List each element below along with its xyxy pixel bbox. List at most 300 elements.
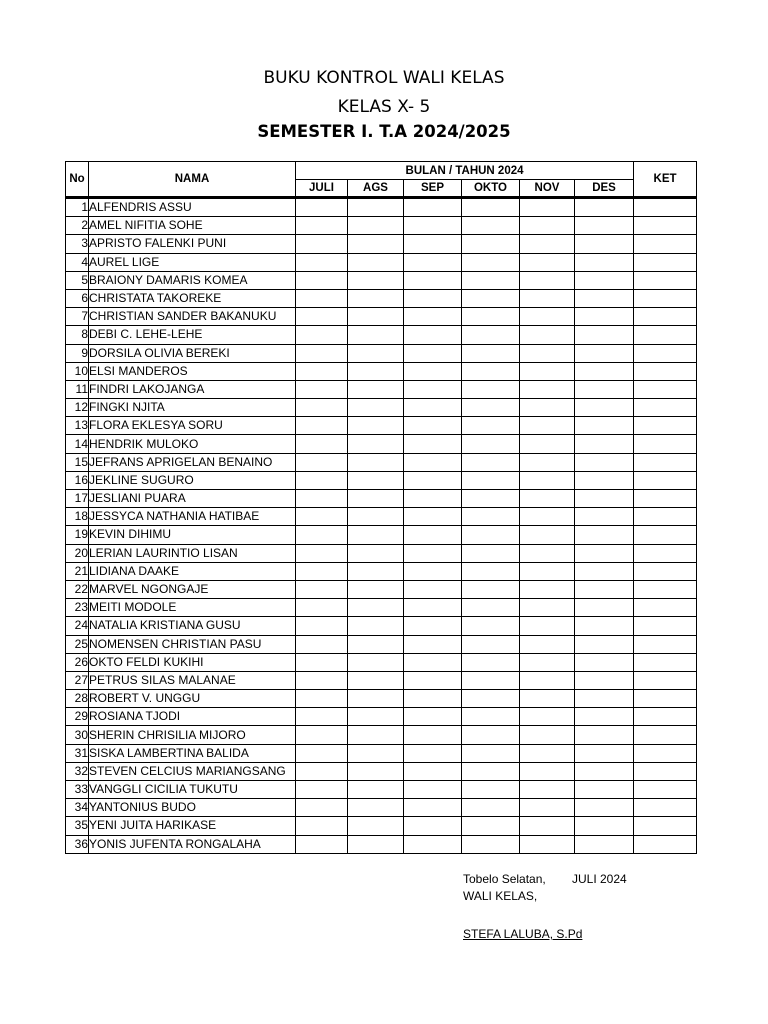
month-cell[interactable] (462, 253, 520, 271)
month-cell[interactable] (296, 271, 348, 289)
student-number: 1 (66, 199, 89, 217)
table-row (66, 690, 697, 708)
month-cell[interactable] (404, 580, 462, 598)
note-cell[interactable] (634, 544, 697, 562)
month-cell[interactable] (404, 690, 462, 708)
month-cell[interactable] (520, 835, 575, 853)
column-header-name: NAMA (89, 162, 296, 198)
student-name: DEBI C. LEHE-LEHE (89, 326, 296, 344)
month-cell[interactable] (520, 490, 575, 508)
month-cell[interactable] (462, 490, 520, 508)
month-cell[interactable] (348, 544, 404, 562)
month-cell[interactable] (520, 235, 575, 253)
table-row (66, 235, 697, 253)
student-rows (66, 197, 697, 853)
student-number: 4 (66, 253, 89, 271)
month-cell[interactable] (575, 435, 634, 453)
month-cell[interactable] (462, 399, 520, 417)
month-cell[interactable] (462, 362, 520, 380)
month-cell[interactable] (575, 253, 634, 271)
month-cell[interactable] (462, 417, 520, 435)
month-cell[interactable] (462, 690, 520, 708)
month-cell[interactable] (520, 253, 575, 271)
month-cell[interactable] (348, 453, 404, 471)
note-cell[interactable] (634, 417, 697, 435)
month-cell[interactable] (520, 653, 575, 671)
note-cell[interactable] (634, 799, 697, 817)
month-cell[interactable] (404, 708, 462, 726)
month-cell[interactable] (462, 544, 520, 562)
student-name: STEVEN CELCIUS MARIANGSANG (89, 762, 296, 780)
month-cell[interactable] (296, 453, 348, 471)
month-cell[interactable] (404, 544, 462, 562)
month-cell[interactable] (520, 344, 575, 362)
note-cell[interactable] (634, 199, 697, 217)
month-cell[interactable] (296, 235, 348, 253)
month-cell[interactable] (575, 380, 634, 398)
month-cell[interactable] (575, 289, 634, 307)
note-cell[interactable] (634, 781, 697, 799)
month-cell[interactable] (520, 308, 575, 326)
note-cell[interactable] (634, 289, 697, 307)
note-cell[interactable] (634, 635, 697, 653)
table-row (66, 635, 697, 653)
month-cell[interactable] (520, 271, 575, 289)
note-cell[interactable] (634, 599, 697, 617)
month-cell[interactable] (404, 599, 462, 617)
month-cell[interactable] (296, 562, 348, 580)
month-cell[interactable] (575, 708, 634, 726)
note-cell[interactable] (634, 217, 697, 235)
student-name: LIDIANA DAAKE (89, 562, 296, 580)
month-cell[interactable] (575, 362, 634, 380)
month-cell[interactable] (348, 835, 404, 853)
month-cell[interactable] (462, 199, 520, 217)
note-cell[interactable] (634, 835, 697, 853)
note-cell[interactable] (634, 508, 697, 526)
month-cell[interactable] (404, 562, 462, 580)
month-cell[interactable] (575, 781, 634, 799)
month-cell[interactable] (520, 580, 575, 598)
note-cell[interactable] (634, 708, 697, 726)
month-cell[interactable] (348, 435, 404, 453)
student-name: NOMENSEN CHRISTIAN PASU (89, 635, 296, 653)
month-cell[interactable] (575, 544, 634, 562)
month-cell[interactable] (296, 217, 348, 235)
month-cell[interactable] (348, 417, 404, 435)
month-cell[interactable] (296, 253, 348, 271)
month-cell[interactable] (348, 217, 404, 235)
month-cell[interactable] (575, 508, 634, 526)
month-cell[interactable] (462, 617, 520, 635)
table-row (66, 562, 697, 580)
student-number: 28 (66, 690, 89, 708)
month-cell[interactable] (348, 326, 404, 344)
month-cell[interactable] (520, 199, 575, 217)
month-cell[interactable] (520, 289, 575, 307)
month-cell[interactable] (404, 417, 462, 435)
month-cell[interactable] (462, 380, 520, 398)
note-cell[interactable] (634, 562, 697, 580)
month-cell[interactable] (575, 653, 634, 671)
month-cell[interactable] (520, 453, 575, 471)
month-cell[interactable] (462, 435, 520, 453)
student-number: 11 (66, 380, 89, 398)
month-cell[interactable] (296, 399, 348, 417)
note-cell[interactable] (634, 435, 697, 453)
month-cell[interactable] (348, 617, 404, 635)
note-cell[interactable] (634, 617, 697, 635)
note-cell[interactable] (634, 253, 697, 271)
table-row (66, 417, 697, 435)
month-cell[interactable] (520, 417, 575, 435)
month-cell[interactable] (296, 289, 348, 307)
month-cell[interactable] (296, 708, 348, 726)
month-cell[interactable] (404, 490, 462, 508)
month-cell[interactable] (462, 799, 520, 817)
student-number: 15 (66, 453, 89, 471)
month-cell[interactable] (462, 217, 520, 235)
month-cell[interactable] (348, 308, 404, 326)
month-cell[interactable] (296, 362, 348, 380)
month-cell[interactable] (520, 762, 575, 780)
note-cell[interactable] (634, 308, 697, 326)
month-cell[interactable] (348, 380, 404, 398)
month-cell[interactable] (575, 617, 634, 635)
month-cell[interactable] (296, 471, 348, 489)
table-row (66, 799, 697, 817)
month-cell[interactable] (296, 817, 348, 835)
month-cell[interactable] (520, 399, 575, 417)
month-cell[interactable] (462, 308, 520, 326)
month-cell[interactable] (404, 399, 462, 417)
month-cell[interactable] (520, 362, 575, 380)
month-cell[interactable] (462, 562, 520, 580)
student-name: HENDRIK MULOKO (89, 435, 296, 453)
month-cell[interactable] (575, 326, 634, 344)
month-cell[interactable] (462, 762, 520, 780)
month-cell[interactable] (404, 362, 462, 380)
note-cell[interactable] (634, 380, 697, 398)
student-name: JEFRANS APRIGELAN BENAINO (89, 453, 296, 471)
month-cell[interactable] (404, 835, 462, 853)
month-cell[interactable] (296, 526, 348, 544)
month-cell[interactable] (575, 799, 634, 817)
month-cell[interactable] (462, 508, 520, 526)
month-cell[interactable] (348, 362, 404, 380)
month-cell[interactable] (575, 235, 634, 253)
note-cell[interactable] (634, 453, 697, 471)
note-cell[interactable] (634, 817, 697, 835)
month-cell[interactable] (404, 253, 462, 271)
month-cell[interactable] (462, 744, 520, 762)
month-cell[interactable] (296, 308, 348, 326)
month-cell[interactable] (296, 726, 348, 744)
signer-name: STEFA LALUBA, S.Pd (463, 927, 583, 941)
month-cell[interactable] (348, 471, 404, 489)
month-cell[interactable] (348, 726, 404, 744)
month-cell[interactable] (520, 635, 575, 653)
month-cell[interactable] (348, 762, 404, 780)
month-cell[interactable] (404, 199, 462, 217)
month-cell[interactable] (348, 653, 404, 671)
month-cell[interactable] (575, 726, 634, 744)
month-cell[interactable] (296, 199, 348, 217)
table-row (66, 544, 697, 562)
note-cell[interactable] (634, 399, 697, 417)
month-cell[interactable] (348, 781, 404, 799)
student-number: 24 (66, 617, 89, 635)
month-cell[interactable] (575, 344, 634, 362)
month-cell[interactable] (296, 635, 348, 653)
month-cell[interactable] (404, 762, 462, 780)
month-cell[interactable] (575, 744, 634, 762)
month-cell[interactable] (296, 835, 348, 853)
month-cell[interactable] (462, 235, 520, 253)
month-cell[interactable] (296, 417, 348, 435)
month-cell[interactable] (462, 653, 520, 671)
student-name: YANTONIUS BUDO (89, 799, 296, 817)
month-cell[interactable] (520, 380, 575, 398)
student-number: 13 (66, 417, 89, 435)
month-cell[interactable] (296, 781, 348, 799)
table-row (66, 781, 697, 799)
month-cell[interactable] (520, 471, 575, 489)
month-cell[interactable] (575, 580, 634, 598)
month-cell[interactable] (404, 217, 462, 235)
month-cell[interactable] (462, 271, 520, 289)
month-cell[interactable] (520, 562, 575, 580)
month-cell[interactable] (520, 671, 575, 689)
month-cell[interactable] (520, 526, 575, 544)
month-cell[interactable] (575, 599, 634, 617)
month-cell[interactable] (348, 580, 404, 598)
month-cell[interactable] (575, 690, 634, 708)
month-cell[interactable] (348, 635, 404, 653)
month-cell[interactable] (404, 271, 462, 289)
column-header-no: No (66, 162, 89, 198)
month-cell[interactable] (575, 199, 634, 217)
month-cell[interactable] (404, 453, 462, 471)
note-cell[interactable] (634, 326, 697, 344)
month-cell[interactable] (404, 617, 462, 635)
month-cell[interactable] (296, 762, 348, 780)
month-cell[interactable] (520, 599, 575, 617)
note-cell[interactable] (634, 762, 697, 780)
month-cell[interactable] (575, 271, 634, 289)
month-cell[interactable] (348, 235, 404, 253)
month-cell[interactable] (348, 289, 404, 307)
month-cell[interactable] (520, 708, 575, 726)
table-row (66, 289, 697, 307)
class-label: KELAS X- 5 (337, 97, 431, 117)
month-cell[interactable] (520, 326, 575, 344)
month-cell[interactable] (462, 835, 520, 853)
table-row (66, 744, 697, 762)
month-cell[interactable] (520, 744, 575, 762)
student-number: 33 (66, 781, 89, 799)
month-cell[interactable] (404, 326, 462, 344)
month-cell[interactable] (520, 781, 575, 799)
month-cell[interactable] (404, 635, 462, 653)
month-cell[interactable] (348, 526, 404, 544)
month-cell[interactable] (404, 653, 462, 671)
student-name: LERIAN LAURINTIO LISAN (89, 544, 296, 562)
student-name: PETRUS SILAS MALANAE (89, 671, 296, 689)
student-name: YENI JUITA HARIKASE (89, 817, 296, 835)
month-cell[interactable] (575, 417, 634, 435)
month-cell[interactable] (348, 490, 404, 508)
month-cell[interactable] (462, 635, 520, 653)
note-cell[interactable] (634, 471, 697, 489)
month-cell[interactable] (520, 217, 575, 235)
column-header-period: BULAN / TAHUN 2024 (296, 162, 634, 180)
month-cell[interactable] (575, 817, 634, 835)
month-cell[interactable] (296, 653, 348, 671)
month-cell[interactable] (462, 344, 520, 362)
note-cell[interactable] (634, 726, 697, 744)
note-cell[interactable] (634, 671, 697, 689)
month-cell[interactable] (348, 744, 404, 762)
month-cell[interactable] (575, 308, 634, 326)
note-cell[interactable] (634, 362, 697, 380)
table-row (66, 380, 697, 398)
month-cell[interactable] (296, 671, 348, 689)
month-cell[interactable] (462, 453, 520, 471)
month-cell[interactable] (520, 690, 575, 708)
month-cell[interactable] (348, 562, 404, 580)
month-cell[interactable] (575, 217, 634, 235)
note-cell[interactable] (634, 744, 697, 762)
month-cell[interactable] (348, 799, 404, 817)
month-cell[interactable] (296, 580, 348, 598)
month-cell[interactable] (404, 235, 462, 253)
month-cell[interactable] (462, 289, 520, 307)
table-row (66, 399, 697, 417)
month-cell[interactable] (575, 453, 634, 471)
month-cell[interactable] (462, 671, 520, 689)
month-cell[interactable] (348, 599, 404, 617)
month-cell[interactable] (575, 762, 634, 780)
note-cell[interactable] (634, 580, 697, 598)
month-cell[interactable] (575, 399, 634, 417)
note-cell[interactable] (634, 653, 697, 671)
month-cell[interactable] (462, 326, 520, 344)
month-cell[interactable] (348, 708, 404, 726)
month-cell[interactable] (404, 435, 462, 453)
document-title: BUKU KONTROL WALI KELAS (263, 68, 505, 88)
month-cell[interactable] (348, 344, 404, 362)
month-cell[interactable] (296, 690, 348, 708)
month-cell[interactable] (520, 435, 575, 453)
month-cell[interactable] (296, 380, 348, 398)
month-cell[interactable] (296, 508, 348, 526)
month-cell[interactable] (520, 544, 575, 562)
month-cell[interactable] (404, 289, 462, 307)
month-cell[interactable] (462, 708, 520, 726)
month-cell[interactable] (462, 781, 520, 799)
table-row (66, 453, 697, 471)
month-cell[interactable] (296, 435, 348, 453)
month-cell[interactable] (404, 744, 462, 762)
month-cell[interactable] (404, 471, 462, 489)
month-cell[interactable] (575, 835, 634, 853)
month-cell[interactable] (404, 380, 462, 398)
note-cell[interactable] (634, 344, 697, 362)
student-number: 8 (66, 326, 89, 344)
month-cell[interactable] (404, 817, 462, 835)
student-number: 18 (66, 508, 89, 526)
month-cell[interactable] (520, 508, 575, 526)
month-cell[interactable] (404, 671, 462, 689)
table-row (66, 726, 697, 744)
month-cell[interactable] (462, 817, 520, 835)
month-cell[interactable] (520, 617, 575, 635)
student-number: 29 (66, 708, 89, 726)
month-cell[interactable] (404, 726, 462, 744)
month-cell[interactable] (296, 744, 348, 762)
month-cell[interactable] (575, 671, 634, 689)
student-number: 26 (66, 653, 89, 671)
month-cell[interactable] (348, 690, 404, 708)
month-cell[interactable] (296, 799, 348, 817)
month-cell[interactable] (296, 544, 348, 562)
month-cell[interactable] (462, 471, 520, 489)
signature-role: WALI KELAS, (463, 889, 538, 903)
month-cell[interactable] (520, 726, 575, 744)
month-cell[interactable] (520, 799, 575, 817)
month-cell[interactable] (296, 599, 348, 617)
month-cell[interactable] (575, 526, 634, 544)
table-row (66, 580, 697, 598)
month-cell[interactable] (296, 490, 348, 508)
note-cell[interactable] (634, 690, 697, 708)
table-row (66, 435, 697, 453)
month-cell[interactable] (462, 526, 520, 544)
month-cell[interactable] (462, 580, 520, 598)
note-cell[interactable] (634, 271, 697, 289)
month-cell[interactable] (348, 817, 404, 835)
month-cell[interactable] (348, 508, 404, 526)
student-name: CHRISTIAN SANDER BAKANUKU (89, 308, 296, 326)
month-cell[interactable] (404, 308, 462, 326)
month-cell[interactable] (404, 508, 462, 526)
month-cell[interactable] (296, 344, 348, 362)
month-cell[interactable] (348, 399, 404, 417)
note-cell[interactable] (634, 526, 697, 544)
table-row (66, 271, 697, 289)
month-cell[interactable] (575, 471, 634, 489)
month-cell[interactable] (404, 799, 462, 817)
month-cell[interactable] (575, 490, 634, 508)
month-cell[interactable] (462, 599, 520, 617)
note-cell[interactable] (634, 490, 697, 508)
month-cell[interactable] (575, 635, 634, 653)
month-cell[interactable] (296, 617, 348, 635)
month-cell[interactable] (462, 726, 520, 744)
month-cell[interactable] (348, 253, 404, 271)
month-cell[interactable] (348, 271, 404, 289)
month-cell[interactable] (404, 781, 462, 799)
month-cell[interactable] (296, 326, 348, 344)
month-cell[interactable] (404, 526, 462, 544)
month-cell[interactable] (404, 344, 462, 362)
note-cell[interactable] (634, 235, 697, 253)
month-cell[interactable] (520, 817, 575, 835)
month-cell[interactable] (348, 199, 404, 217)
month-cell[interactable] (348, 671, 404, 689)
month-cell[interactable] (575, 562, 634, 580)
